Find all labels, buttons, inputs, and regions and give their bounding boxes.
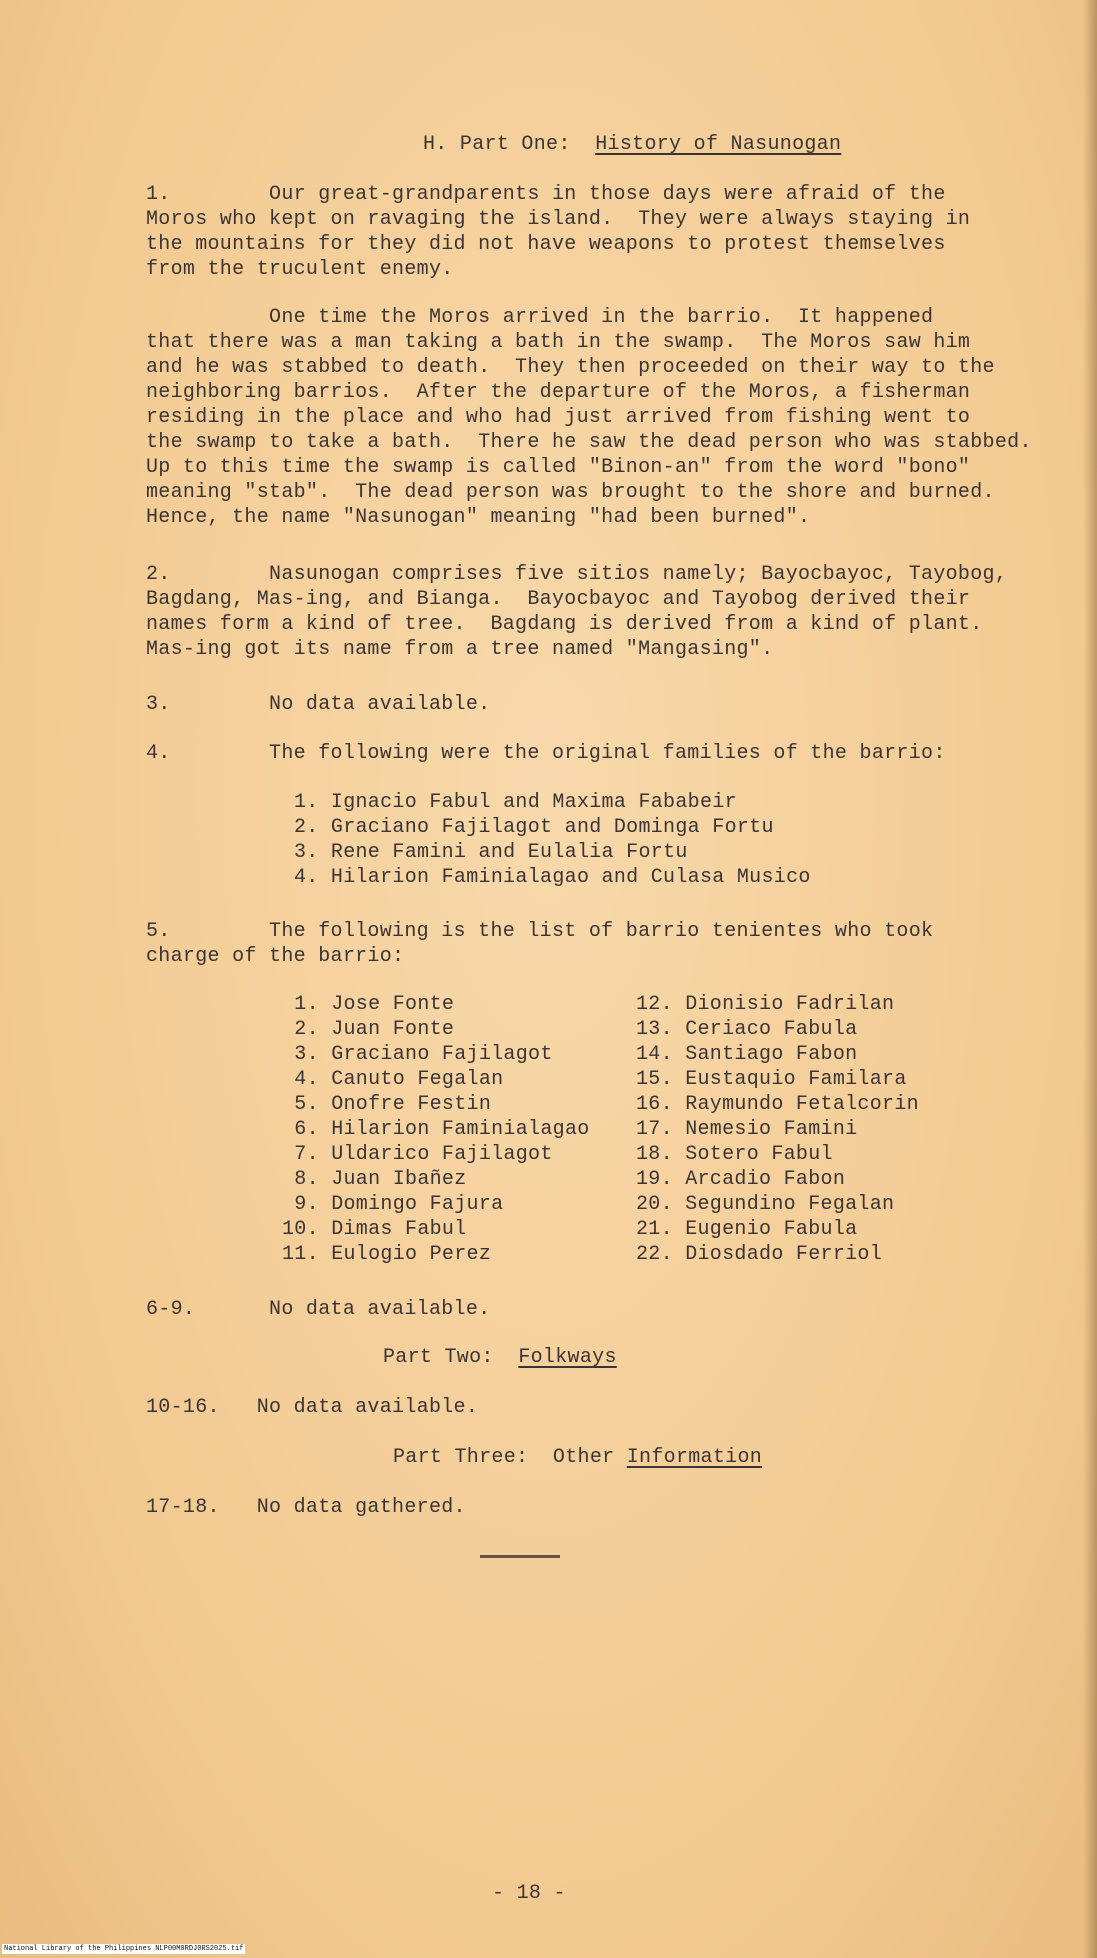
text-line: from the truculent enemy. — [146, 258, 454, 281]
list-item: 20. Segundino Fegalan — [636, 1193, 895, 1216]
part-two-prefix: Part Two: — [383, 1346, 519, 1369]
list-item: 1. Jose Fonte — [282, 993, 455, 1016]
scan-footer: National Library of the Philippines NLP00M0RDJ0RS2025.tif — [4, 1945, 244, 1953]
text-line: the swamp to take a bath. There he saw the dead person who was stabbed. — [146, 431, 1032, 454]
list-item: 18. Sotero Fabul — [636, 1143, 833, 1166]
part-two-title: Folkways — [518, 1346, 617, 1369]
list-item: 2. Juan Fonte — [282, 1018, 455, 1041]
text-line: Moros who kept on ravaging the island. They were always staying in — [146, 208, 971, 231]
page-number: - 18 - — [492, 1882, 566, 1905]
list-item: 19. Arcadio Fabon — [636, 1168, 846, 1191]
item-10-16: 10-16. No data available. — [146, 1396, 479, 1419]
part-three-heading — [393, 1445, 762, 1470]
text-line: the mountains for they did not have weapons to protest themselves — [146, 233, 946, 256]
text-line: Mas-ing got its name from a tree named "Mangasing". — [146, 638, 774, 661]
item-6-9: 6-9. No data available. — [146, 1298, 491, 1321]
list-item: 4. Canuto Fegalan — [282, 1068, 504, 1091]
text-line: meaning "stab". The dead person was brought to the shore and burned. — [146, 481, 995, 504]
text-line: that there was a man taking a bath in the swamp. The Moros saw him — [146, 331, 971, 354]
list-item: 3. Rene Famini and Eulalia Fortu — [294, 841, 688, 864]
page-heading — [423, 132, 841, 157]
list-item: 4. Hilarion Faminialagao and Culasa Musico — [294, 866, 811, 889]
text-line: 5. The following is the list of barrio tenientes who took — [146, 920, 934, 943]
list-item: 8. Juan Ibañez — [282, 1168, 467, 1191]
text-line: Bagdang, Mas-ing, and Bianga. Bayocbayoc and Tayobog derived their — [146, 588, 971, 611]
list-item: 7. Uldarico Fajilagot — [282, 1143, 553, 1166]
part-two-heading — [383, 1345, 617, 1370]
text-line: One time the Moros arrived in the barrio. It happened — [146, 306, 934, 329]
list-item: 12. Dionisio Fadrilan — [636, 993, 895, 1016]
list-item: 10. Dimas Fabul — [282, 1218, 467, 1241]
part-three-title: Information — [626, 1446, 763, 1469]
text-line: residing in the place and who had just arrived from fishing went to — [146, 406, 971, 429]
text-line: names form a kind of tree. Bagdang is derived from a kind of plant. — [146, 613, 983, 636]
text-line: 1. Our great-grandparents in those days were afraid of the — [146, 183, 946, 206]
heading-prefix: H. Part One: — [423, 133, 596, 156]
text-line: 2. Nasunogan comprises five sitios namely; Bayocbayoc, Tayobog, — [146, 563, 1008, 586]
list-item: 9. Domingo Fajura — [282, 1193, 504, 1216]
page-edge-shadow — [1083, 0, 1097, 1958]
list-item: 16. Raymundo Fetalcorin — [636, 1093, 919, 1116]
list-item: 5. Onofre Festin — [282, 1093, 492, 1116]
text-line: and he was stabbed to death. They then proceeded on their way to the — [146, 356, 995, 379]
list-item: 13. Ceriaco Fabula — [636, 1018, 858, 1041]
list-item: 15. Eustaquio Familara — [636, 1068, 907, 1091]
item-17-18: 17-18. No data gathered. — [146, 1496, 466, 1519]
list-item: 11. Eulogio Perez — [282, 1243, 492, 1266]
list-item: 1. Ignacio Fabul and Maxima Fababeir — [294, 791, 737, 814]
list-item: 17. Nemesio Famini — [636, 1118, 858, 1141]
text-line: charge of the barrio: — [146, 945, 405, 968]
text-line: Hence, the name "Nasunogan" meaning "had been burned". — [146, 506, 811, 529]
list-item: 3. Graciano Fajilagot — [282, 1043, 553, 1066]
heading-title: History of Nasunogan — [595, 133, 842, 156]
list-item: 14. Santiago Fabon — [636, 1043, 858, 1066]
part-three-prefix: Part Three: Other — [393, 1446, 627, 1469]
list-item: 22. Diosdado Ferriol — [636, 1243, 883, 1266]
list-item: 21. Eugenio Fabula — [636, 1218, 858, 1241]
section-4: 4. The following were the original families of the barrio: — [146, 742, 946, 765]
section-3: 3. No data available. — [146, 693, 491, 716]
list-item: 2. Graciano Fajilagot and Dominga Fortu — [294, 816, 774, 839]
end-rule — [480, 1555, 560, 1558]
list-item: 6. Hilarion Faminialagao — [282, 1118, 590, 1141]
text-line: neighboring barrios. After the departure of the Moros, a fisherman — [146, 381, 971, 404]
text-line: Up to this time the swamp is called "Binon-an" from the word "bono" — [146, 456, 971, 479]
